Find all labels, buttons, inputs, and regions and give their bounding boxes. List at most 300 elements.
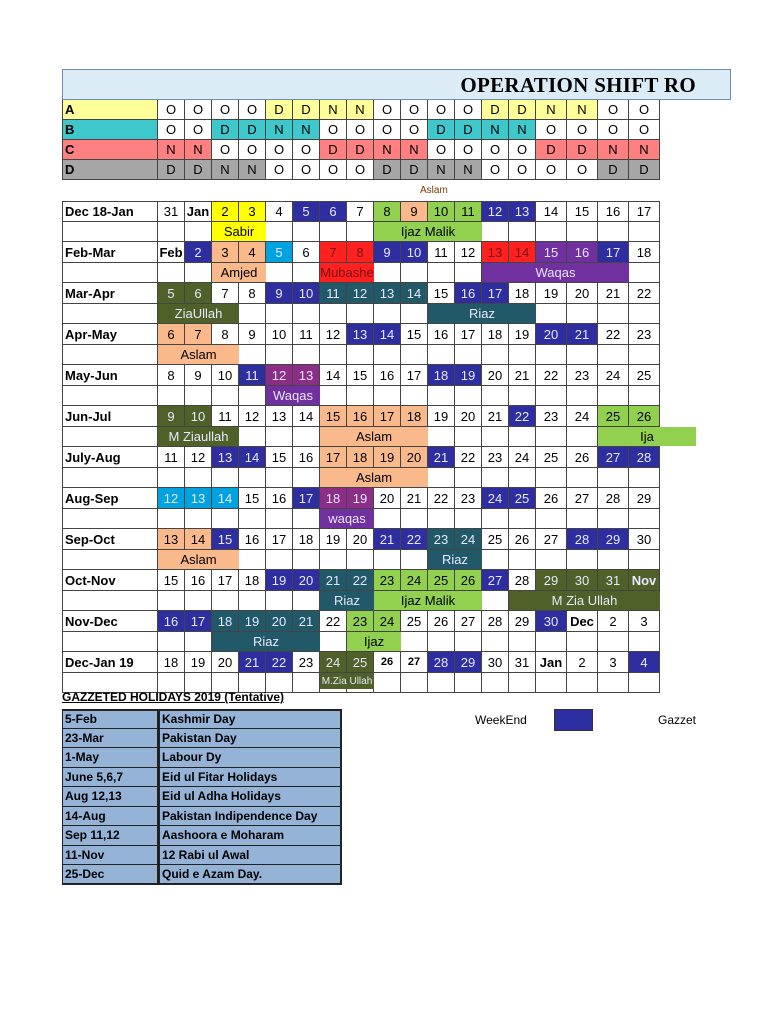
day-cell: Dec <box>567 611 598 632</box>
day-cell: 21 <box>509 365 536 386</box>
day-cell: 3 <box>212 242 239 263</box>
day-cell: 18 <box>401 406 428 427</box>
day-cell: 23 <box>629 324 660 345</box>
shift-cell: N <box>482 120 509 140</box>
day-cell: 15 <box>347 365 374 386</box>
shift-cell: D <box>266 100 293 120</box>
day-cell: 12 <box>482 201 509 222</box>
band-row-cell <box>536 386 567 406</box>
band-row-cell <box>266 222 293 242</box>
band-row-cell <box>482 550 509 570</box>
band-row-cell <box>428 632 455 652</box>
day-cell: 20 <box>536 324 567 345</box>
day-cell: 22 <box>428 488 455 509</box>
day-cell: 9 <box>374 242 401 263</box>
day-cell: 2 <box>212 201 239 222</box>
day-cell: 16 <box>374 365 401 386</box>
team-label: A <box>62 100 158 120</box>
shift-cell: O <box>428 100 455 120</box>
band-row-cell <box>455 632 482 652</box>
day-cell: 23 <box>536 406 567 427</box>
day-cell: 24 <box>455 529 482 550</box>
shift-cell: D <box>455 120 482 140</box>
shift-cell: D <box>598 160 629 180</box>
day-cell: 17 <box>293 488 320 509</box>
band-row-cell <box>428 345 455 365</box>
day-cell: 26 <box>629 406 660 427</box>
band-row-cell <box>266 263 293 283</box>
band-row-cell <box>536 673 567 693</box>
band-row-cell <box>629 386 660 406</box>
band-row-cell <box>266 427 293 447</box>
shift-cell: N <box>158 140 185 160</box>
day-cell: 9 <box>401 201 428 222</box>
day-cell: 15 <box>212 529 239 550</box>
band-row-cell <box>320 222 347 242</box>
assignment-band: Aslam <box>320 427 428 446</box>
assignment-band: Ijaz <box>347 632 401 651</box>
day-cell: 14 <box>293 406 320 427</box>
band-row-cell <box>239 345 266 365</box>
day-cell: 25 <box>536 447 567 468</box>
band-row-cell <box>239 550 266 570</box>
month-label: July-Aug <box>62 447 158 468</box>
band-row-cell <box>598 345 629 365</box>
band-row-cell <box>239 427 266 447</box>
day-cell: 19 <box>428 406 455 427</box>
month-label-spacer <box>62 632 158 652</box>
day-cell: 19 <box>347 488 374 509</box>
day-cell: 19 <box>455 365 482 386</box>
shift-cell: O <box>401 120 428 140</box>
day-cell: 17 <box>266 529 293 550</box>
band-row-cell <box>212 468 239 488</box>
day-cell: 27 <box>598 447 629 468</box>
day-cell: 17 <box>629 201 660 222</box>
shift-cell: O <box>536 120 567 140</box>
day-cell: 23 <box>567 365 598 386</box>
band-row-cell <box>509 509 536 529</box>
band-row-cell <box>401 673 428 693</box>
holiday-name: Pakistan Day <box>158 729 342 749</box>
month-label: Dec 18-Jan <box>62 201 158 222</box>
band-row-cell <box>158 509 185 529</box>
band-row-cell <box>293 263 320 283</box>
shift-cell: N <box>293 120 320 140</box>
shift-cell: O <box>266 160 293 180</box>
day-cell: 12 <box>347 283 374 304</box>
band-row-cell <box>567 509 598 529</box>
day-cell: 21 <box>320 570 347 591</box>
holiday-date: 5-Feb <box>62 709 158 729</box>
month-label-spacer <box>62 304 158 324</box>
day-cell: 23 <box>428 529 455 550</box>
band-row-cell <box>629 304 660 324</box>
shift-cell: N <box>212 160 239 180</box>
month-label: Jun-Jul <box>62 406 158 427</box>
band-row-cell <box>509 222 536 242</box>
shift-cell: N <box>598 140 629 160</box>
band-row-cell <box>347 550 374 570</box>
day-cell: 5 <box>293 201 320 222</box>
month-label-spacer <box>62 427 158 447</box>
day-cell: 26 <box>509 529 536 550</box>
day-cell: 13 <box>293 365 320 386</box>
day-cell: 15 <box>239 488 266 509</box>
band-row-cell <box>374 345 401 365</box>
band-row-cell <box>293 673 320 693</box>
shift-cell: D <box>320 140 347 160</box>
day-cell: 4 <box>239 242 266 263</box>
shift-cell: N <box>428 160 455 180</box>
shift-cell: N <box>509 120 536 140</box>
day-cell: 12 <box>185 447 212 468</box>
day-cell: 8 <box>374 201 401 222</box>
band-row-cell <box>428 468 455 488</box>
band-row-cell <box>629 263 660 283</box>
holiday-name: Kashmir Day <box>158 709 342 729</box>
shift-cell: D <box>629 160 660 180</box>
day-cell: 24 <box>374 611 401 632</box>
band-row-cell <box>598 222 629 242</box>
holiday-name: Aashoora e Moharam <box>158 826 342 846</box>
band-row-cell <box>266 509 293 529</box>
band-row-cell <box>401 345 428 365</box>
legend-weekend-swatch <box>554 709 593 731</box>
band-row-cell <box>293 222 320 242</box>
day-cell: 29 <box>598 529 629 550</box>
band-row-cell <box>509 468 536 488</box>
band-row-cell <box>567 632 598 652</box>
shift-cell: O <box>320 120 347 140</box>
day-cell: 24 <box>509 447 536 468</box>
band-row-cell <box>567 468 598 488</box>
assignment-band: Ija <box>598 427 696 446</box>
band-row-cell <box>293 468 320 488</box>
day-cell: 27 <box>536 529 567 550</box>
shift-cell: O <box>509 140 536 160</box>
shift-cell: D <box>185 160 212 180</box>
day-cell: 14 <box>320 365 347 386</box>
day-cell: 12 <box>455 242 482 263</box>
band-row-cell <box>347 345 374 365</box>
band-row-cell <box>374 263 401 283</box>
day-cell: 25 <box>509 488 536 509</box>
assignment-band: Aslam <box>158 550 239 569</box>
day-cell: 16 <box>185 570 212 591</box>
day-cell: 21 <box>239 652 266 673</box>
day-cell: 11 <box>158 447 185 468</box>
band-row-cell <box>455 468 482 488</box>
day-cell: 19 <box>266 570 293 591</box>
shift-cell: O <box>212 100 239 120</box>
day-cell: 11 <box>455 201 482 222</box>
day-cell: 6 <box>293 242 320 263</box>
day-cell: 13 <box>482 242 509 263</box>
day-cell: 12 <box>239 406 266 427</box>
assignment-band: Riaz <box>428 304 536 323</box>
day-cell: 23 <box>482 447 509 468</box>
month-label-spacer <box>62 468 158 488</box>
day-cell: 28 <box>509 570 536 591</box>
day-cell: 14 <box>212 488 239 509</box>
band-row-cell <box>374 673 401 693</box>
band-row-cell <box>428 427 455 447</box>
shift-cell: O <box>598 100 629 120</box>
day-cell: 31 <box>158 201 185 222</box>
day-cell: 25 <box>428 570 455 591</box>
day-cell: 21 <box>428 447 455 468</box>
day-cell: 6 <box>320 201 347 222</box>
day-cell: 27 <box>401 652 428 673</box>
assignment-band: Riaz <box>320 591 374 610</box>
band-row-cell <box>158 263 185 283</box>
band-row-cell <box>239 509 266 529</box>
band-row-cell <box>239 386 266 406</box>
day-cell: 24 <box>567 406 598 427</box>
day-cell: 26 <box>428 611 455 632</box>
day-cell: 17 <box>185 611 212 632</box>
day-cell: 11 <box>320 283 347 304</box>
day-cell: 21 <box>374 529 401 550</box>
day-cell: 18 <box>509 283 536 304</box>
day-cell: 18 <box>293 529 320 550</box>
shift-cell: D <box>347 140 374 160</box>
band-row-cell <box>347 304 374 324</box>
day-cell: 13 <box>266 406 293 427</box>
holiday-date: June 5,6,7 <box>62 768 158 788</box>
day-cell: 16 <box>567 242 598 263</box>
shift-cell: O <box>347 160 374 180</box>
band-row-cell <box>401 550 428 570</box>
day-cell: 27 <box>567 488 598 509</box>
day-cell: 28 <box>567 529 598 550</box>
shift-cell: N <box>347 100 374 120</box>
assignment-band: Mubashe <box>320 265 374 280</box>
day-cell: 2 <box>598 611 629 632</box>
day-cell: 20 <box>293 570 320 591</box>
day-cell: 28 <box>598 488 629 509</box>
band-row-cell <box>567 673 598 693</box>
shift-cell: O <box>293 160 320 180</box>
assignment-band: waqas <box>320 509 374 528</box>
day-cell: 18 <box>212 611 239 632</box>
assignment-band: Riaz <box>428 550 482 569</box>
day-cell: 8 <box>239 283 266 304</box>
day-cell: 12 <box>266 365 293 386</box>
day-cell: 13 <box>158 529 185 550</box>
band-row-cell <box>598 304 629 324</box>
band-row-cell <box>598 550 629 570</box>
day-cell: 18 <box>629 242 660 263</box>
holiday-date: Sep 11,12 <box>62 826 158 846</box>
day-cell: Jan <box>185 201 212 222</box>
band-row-cell <box>629 673 660 693</box>
band-row-cell <box>185 509 212 529</box>
day-cell: 26 <box>567 447 598 468</box>
band-row-cell <box>293 427 320 447</box>
day-cell: 11 <box>239 365 266 386</box>
shift-cell: O <box>239 100 266 120</box>
band-row-cell <box>266 591 293 611</box>
day-cell: 13 <box>374 283 401 304</box>
shift-cell: O <box>212 140 239 160</box>
day-cell: 20 <box>455 406 482 427</box>
shift-cell: D <box>482 100 509 120</box>
band-row-cell <box>629 468 660 488</box>
shift-cell: O <box>158 100 185 120</box>
assignment-band: ZiaUllah <box>158 304 239 323</box>
band-row-cell <box>509 550 536 570</box>
day-cell: 9 <box>185 365 212 386</box>
team-label: B <box>62 120 158 140</box>
day-cell: 17 <box>482 283 509 304</box>
band-row-cell <box>320 386 347 406</box>
band-row-cell <box>158 222 185 242</box>
day-cell: 20 <box>567 283 598 304</box>
day-cell: 7 <box>185 324 212 345</box>
holiday-date: 11-Nov <box>62 846 158 866</box>
shift-cell: D <box>428 120 455 140</box>
band-row-cell <box>293 591 320 611</box>
shift-cell: O <box>401 100 428 120</box>
day-cell: 12 <box>320 324 347 345</box>
month-label-spacer <box>62 591 158 611</box>
day-cell: 4 <box>629 652 660 673</box>
day-cell: 20 <box>212 652 239 673</box>
day-cell: 14 <box>239 447 266 468</box>
day-cell: 22 <box>509 406 536 427</box>
band-row-cell <box>266 468 293 488</box>
day-cell: 19 <box>536 283 567 304</box>
band-row-cell <box>482 427 509 447</box>
day-cell: 30 <box>567 570 598 591</box>
day-cell: 25 <box>598 406 629 427</box>
shift-cell: O <box>482 140 509 160</box>
month-label-spacer <box>62 222 158 242</box>
day-cell: 8 <box>212 324 239 345</box>
shift-cell: D <box>374 160 401 180</box>
day-cell: 24 <box>401 570 428 591</box>
shift-cell: O <box>374 120 401 140</box>
day-cell: 3 <box>239 201 266 222</box>
band-row-cell <box>428 509 455 529</box>
shift-cell: O <box>158 120 185 140</box>
band-row-cell <box>212 591 239 611</box>
day-cell: 27 <box>482 570 509 591</box>
day-cell: 24 <box>482 488 509 509</box>
band-row-cell <box>598 632 629 652</box>
holiday-date: Aug 12,13 <box>62 787 158 807</box>
band-row-cell <box>212 509 239 529</box>
day-cell: 15 <box>567 201 598 222</box>
band-row-cell <box>320 632 347 652</box>
band-row-cell <box>185 222 212 242</box>
day-cell: 7 <box>347 201 374 222</box>
day-cell: 30 <box>482 652 509 673</box>
day-cell: 23 <box>347 611 374 632</box>
day-cell: Nov <box>629 570 660 591</box>
day-cell: 18 <box>347 447 374 468</box>
band-row-cell <box>509 386 536 406</box>
band-row-cell <box>401 386 428 406</box>
day-cell: 17 <box>455 324 482 345</box>
holiday-date: 25-Dec <box>62 865 158 885</box>
day-cell: 16 <box>598 201 629 222</box>
shift-cell: D <box>293 100 320 120</box>
band-row-cell <box>185 386 212 406</box>
holiday-name: 12 Rabi ul Awal <box>158 846 342 866</box>
day-cell: 18 <box>482 324 509 345</box>
band-row-cell <box>401 304 428 324</box>
day-cell: 20 <box>482 365 509 386</box>
day-cell: 25 <box>482 529 509 550</box>
day-cell: 18 <box>239 570 266 591</box>
band-row-cell <box>598 468 629 488</box>
band-row-cell <box>320 345 347 365</box>
day-cell: 28 <box>482 611 509 632</box>
month-label: Aug-Sep <box>62 488 158 509</box>
band-row-cell <box>482 673 509 693</box>
band-row-cell <box>239 591 266 611</box>
shift-cell: O <box>428 140 455 160</box>
band-row-cell <box>401 263 428 283</box>
day-cell: 14 <box>374 324 401 345</box>
assignment-band: Ijaz Malik <box>374 591 482 610</box>
band-row-cell <box>482 386 509 406</box>
day-cell: 17 <box>320 447 347 468</box>
band-row-cell <box>293 550 320 570</box>
shift-cell: O <box>455 100 482 120</box>
shift-cell: O <box>185 100 212 120</box>
band-row-cell <box>293 345 320 365</box>
day-cell: 22 <box>347 570 374 591</box>
day-cell: 21 <box>567 324 598 345</box>
day-cell: 17 <box>598 242 629 263</box>
band-row-cell <box>509 345 536 365</box>
band-row-cell <box>293 304 320 324</box>
band-row-cell <box>320 304 347 324</box>
shift-cell: N <box>320 100 347 120</box>
shift-cell: O <box>567 160 598 180</box>
day-cell: 22 <box>266 652 293 673</box>
day-cell: 10 <box>212 365 239 386</box>
day-cell: 22 <box>320 611 347 632</box>
band-row-cell <box>158 468 185 488</box>
day-cell: 26 <box>536 488 567 509</box>
band-row-cell <box>482 345 509 365</box>
band-row-cell <box>185 468 212 488</box>
day-cell: 2 <box>185 242 212 263</box>
team-label: D <box>62 160 158 180</box>
day-cell: 15 <box>158 570 185 591</box>
page-title: OPERATION SHIFT RO <box>460 73 696 97</box>
assignment-band: Aslam <box>158 345 239 364</box>
month-label: Oct-Nov <box>62 570 158 591</box>
shift-cell: N <box>536 100 567 120</box>
band-row-cell <box>482 632 509 652</box>
day-cell: 19 <box>239 611 266 632</box>
shift-cell: D <box>536 140 567 160</box>
day-cell: 19 <box>509 324 536 345</box>
band-row-cell <box>239 304 266 324</box>
title-bar <box>62 69 731 100</box>
day-cell: 11 <box>212 406 239 427</box>
day-cell: 29 <box>536 570 567 591</box>
day-cell: 6 <box>158 324 185 345</box>
month-label-spacer <box>62 345 158 365</box>
shift-cell: O <box>536 160 567 180</box>
